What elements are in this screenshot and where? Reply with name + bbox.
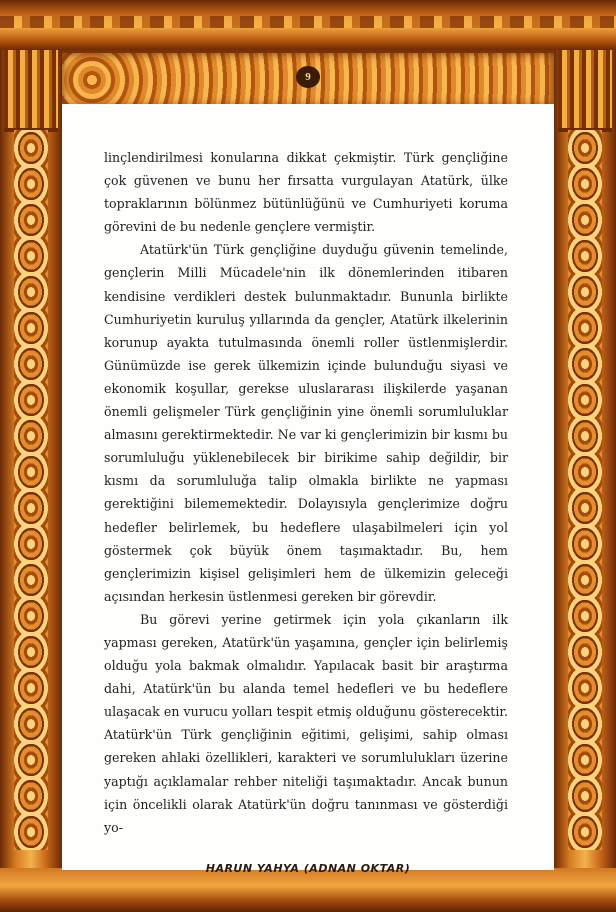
frame-top-cornice bbox=[0, 0, 616, 50]
frame-left-pillar bbox=[0, 50, 62, 870]
paragraph: Bu görevi yerine getirmek için yola çıkanların ilk yapması gereken, Atatürk'ün yaşamına, gençler için belirlemiş olduğu yola bakmak olmalıdır. Yapılacak basit bir araştırma dahi, Atatürk'ün bu alanda temel hedefleri ve bu hedeflere ulaşacak en vurucu yolları tespit etmiş olduğunu gösterecektir. Atatürk'ün Türk gençliğinin eğitimi, gelişimi, sahip olması gereken ahlaki özellikleri, karakteri ve sorumlulukları üzerine yaptığı açıklamalar rehber niteliği taşımaktadır. Ancak bunun için öncelikli olarak Atatürk'ün doğru tanınması ve gösterdiği yo- bbox=[104, 611, 508, 835]
paragraph: linçlendirilmesi konularına dikkat çekmiştir. Türk gençliğine çok güvenen ve bunu her fırsatta vurgulayan Atatürk, ülke topraklarının bölünmez bütünlüğünü ve Cumhuriyeti koruma görevini de bu nedenle gençlere vermiştir. bbox=[104, 150, 508, 235]
page-number: 9 bbox=[296, 66, 320, 88]
paragraph: Atatürk'ün Türk gençliğine duyduğu güvenin temelinde, gençlerin Milli Mücadele'nin ilk dönemlerinden itibaren kendisine verdikleri destek bulunmaktadır. Bununla birlikte Cumhuriyetin kuruluş yıllarında da gençler, Atatürk ilkelerinin korunup ayakta tutulmasında önemli roller üstlenmişlerdir. Günümüzde ise gerek ülkemizin içinde bulunduğu siyasi ve ekonomik koşullar, gerekse uluslararası ilişkilerde yaşanan önemli gelişmeler Türk gençliğinin yine önemli sorumluluklar almasını gerektirmektedir. Ne var ki gençlerimizin bir kısmı bu sorumluluğu yüklenebilecek bir birikime sahip değildir, bir kısmı da sorumluluğa talip olmakla birlikte ne yapması gerektiğini bilememektedir. Dolayısıyla gençlerimize doğru hedefler belirlemek, bu hedeflere ulaşabilmeleri için yol göstermek çok büyük önem taşımaktadır. Bu, hem gençlerimizin kişisel gelişimleri hem de ülkemizin geleceği açısından herkesin üstlenmesi gereken bir görevdir. bbox=[104, 242, 508, 604]
body-text bbox=[104, 146, 508, 839]
frame-right-pillar bbox=[554, 50, 616, 870]
author-footer: HARUN YAHYA (ADNAN OKTAR) bbox=[205, 862, 411, 875]
